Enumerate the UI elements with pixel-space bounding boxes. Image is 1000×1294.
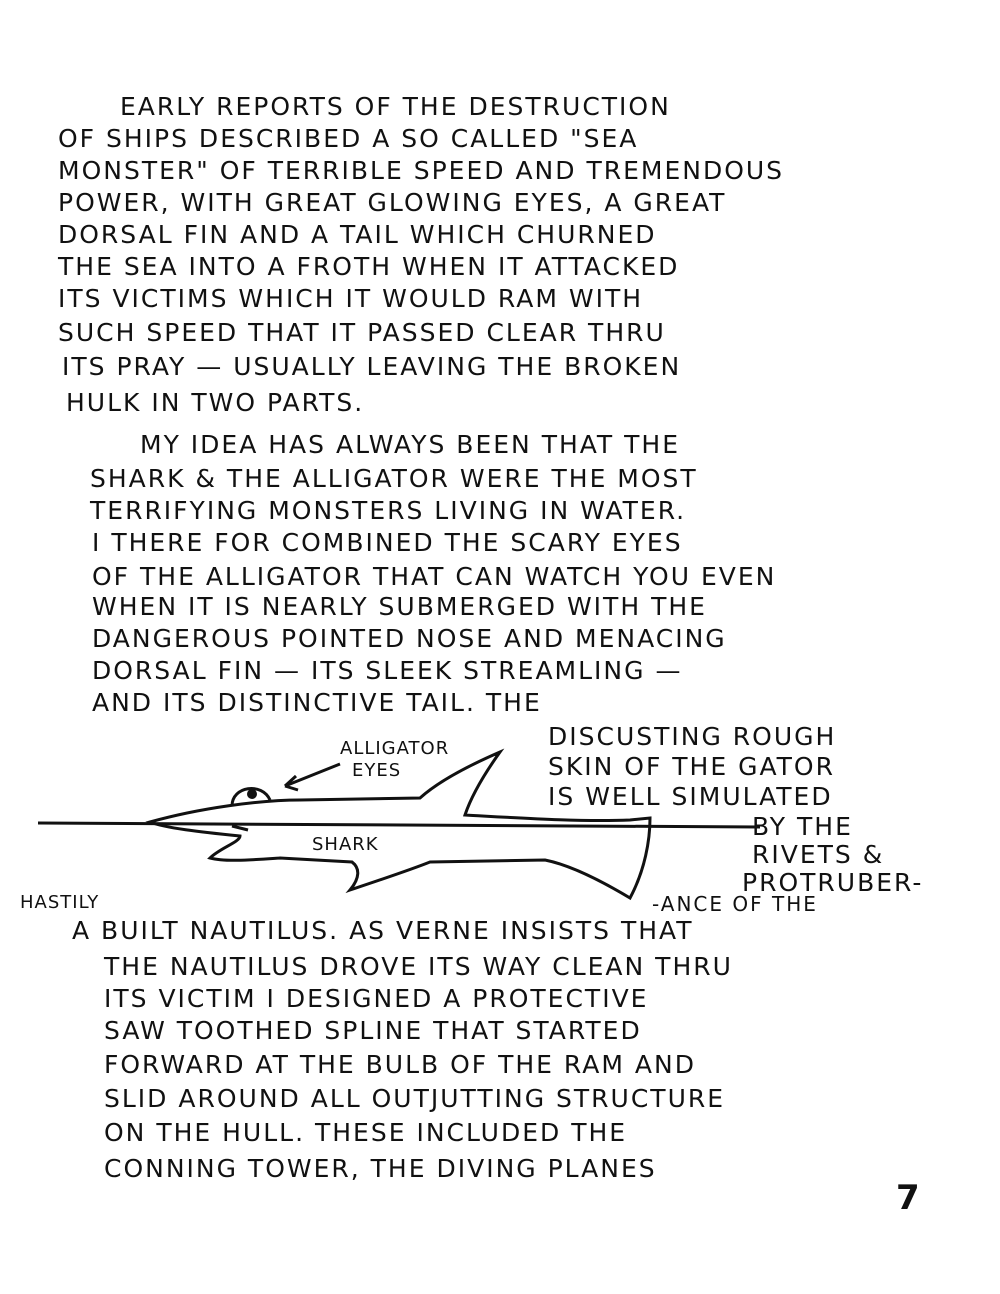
text-line: ON THE HULL. THESE INCLUDED THE <box>104 1118 628 1147</box>
text-line: SAW TOOTHED SPLINE THAT STARTED <box>104 1016 642 1045</box>
text-line: PROTRUBER- <box>742 868 924 897</box>
text-line: MY IDEA HAS ALWAYS BEEN THAT THE <box>140 430 681 459</box>
text-line: THE SEA INTO A FROTH WHEN IT ATTACKED <box>58 252 680 281</box>
text-line: BY THE <box>752 812 853 841</box>
text-line: A BUILT NAUTILUS. AS VERNE INSISTS THAT <box>72 916 694 945</box>
text-line: I THERE FOR COMBINED THE SCARY EYES <box>92 528 683 557</box>
text-line: THE NAUTILUS DROVE ITS WAY CLEAN THRU <box>104 952 733 981</box>
text-line: MONSTER" OF TERRIBLE SPEED AND TREMENDOUS <box>58 156 785 185</box>
sketch-label-eyes: EYES <box>352 760 402 781</box>
text-line: RIVETS & <box>752 840 885 869</box>
mouth-line <box>232 826 248 830</box>
text-line: POWER, WITH GREAT GLOWING EYES, A GREAT <box>58 188 727 217</box>
waterline <box>38 823 760 827</box>
text-line: -ANCE OF THE <box>652 892 818 916</box>
text-line: AND ITS DISTINCTIVE TAIL. THE <box>92 688 542 717</box>
text-line: DORSAL FIN — ITS SLEEK STREAMLING — <box>92 656 683 685</box>
text-line: ITS PRAY — USUALLY LEAVING THE BROKEN <box>62 352 682 381</box>
eye-icon <box>247 789 257 799</box>
text-line: SKIN OF THE GATOR <box>548 752 835 781</box>
text-line: SHARK & THE ALLIGATOR WERE THE MOST <box>90 464 698 493</box>
text-line: FORWARD AT THE BULB OF THE RAM AND <box>104 1050 696 1079</box>
text-line: DORSAL FIN AND A TAIL WHICH CHURNED <box>58 220 657 249</box>
text-line: SUCH SPEED THAT IT PASSED CLEAR THRU <box>58 318 666 347</box>
text-line: DISCUSTING ROUGH <box>548 722 837 751</box>
text-line: CONNING TOWER, THE DIVING PLANES <box>104 1154 657 1183</box>
text-line: IS WELL SIMULATED <box>548 782 833 811</box>
text-line: OF THE ALLIGATOR THAT CAN WATCH YOU EVEN <box>92 562 777 591</box>
sketch-label-alligator: ALLIGATOR <box>340 738 450 759</box>
margin-note: HASTILY <box>20 892 100 913</box>
text-line: SLID AROUND ALL OUTJUTTING STRUCTURE <box>104 1084 726 1113</box>
text-line: TERRIFYING MONSTERS LIVING IN WATER. <box>90 496 687 525</box>
text-line: ITS VICTIMS WHICH IT WOULD RAM WITH <box>58 284 644 313</box>
text-line: EARLY REPORTS OF THE DESTRUCTION <box>120 92 671 121</box>
text-line: ITS VICTIM I DESIGNED A PROTECTIVE <box>104 984 649 1013</box>
arrow-line <box>285 764 340 786</box>
text-line: DANGEROUS POINTED NOSE AND MENACING <box>92 624 727 653</box>
text-line: OF SHIPS DESCRIBED A SO CALLED "SEA <box>58 124 639 153</box>
text-line: HULK IN TWO PARTS. <box>66 388 365 417</box>
page-number: 7 <box>896 1178 920 1218</box>
text-line: WHEN IT IS NEARLY SUBMERGED WITH THE <box>92 592 707 621</box>
sketch-label-shark: SHARK <box>312 834 379 855</box>
